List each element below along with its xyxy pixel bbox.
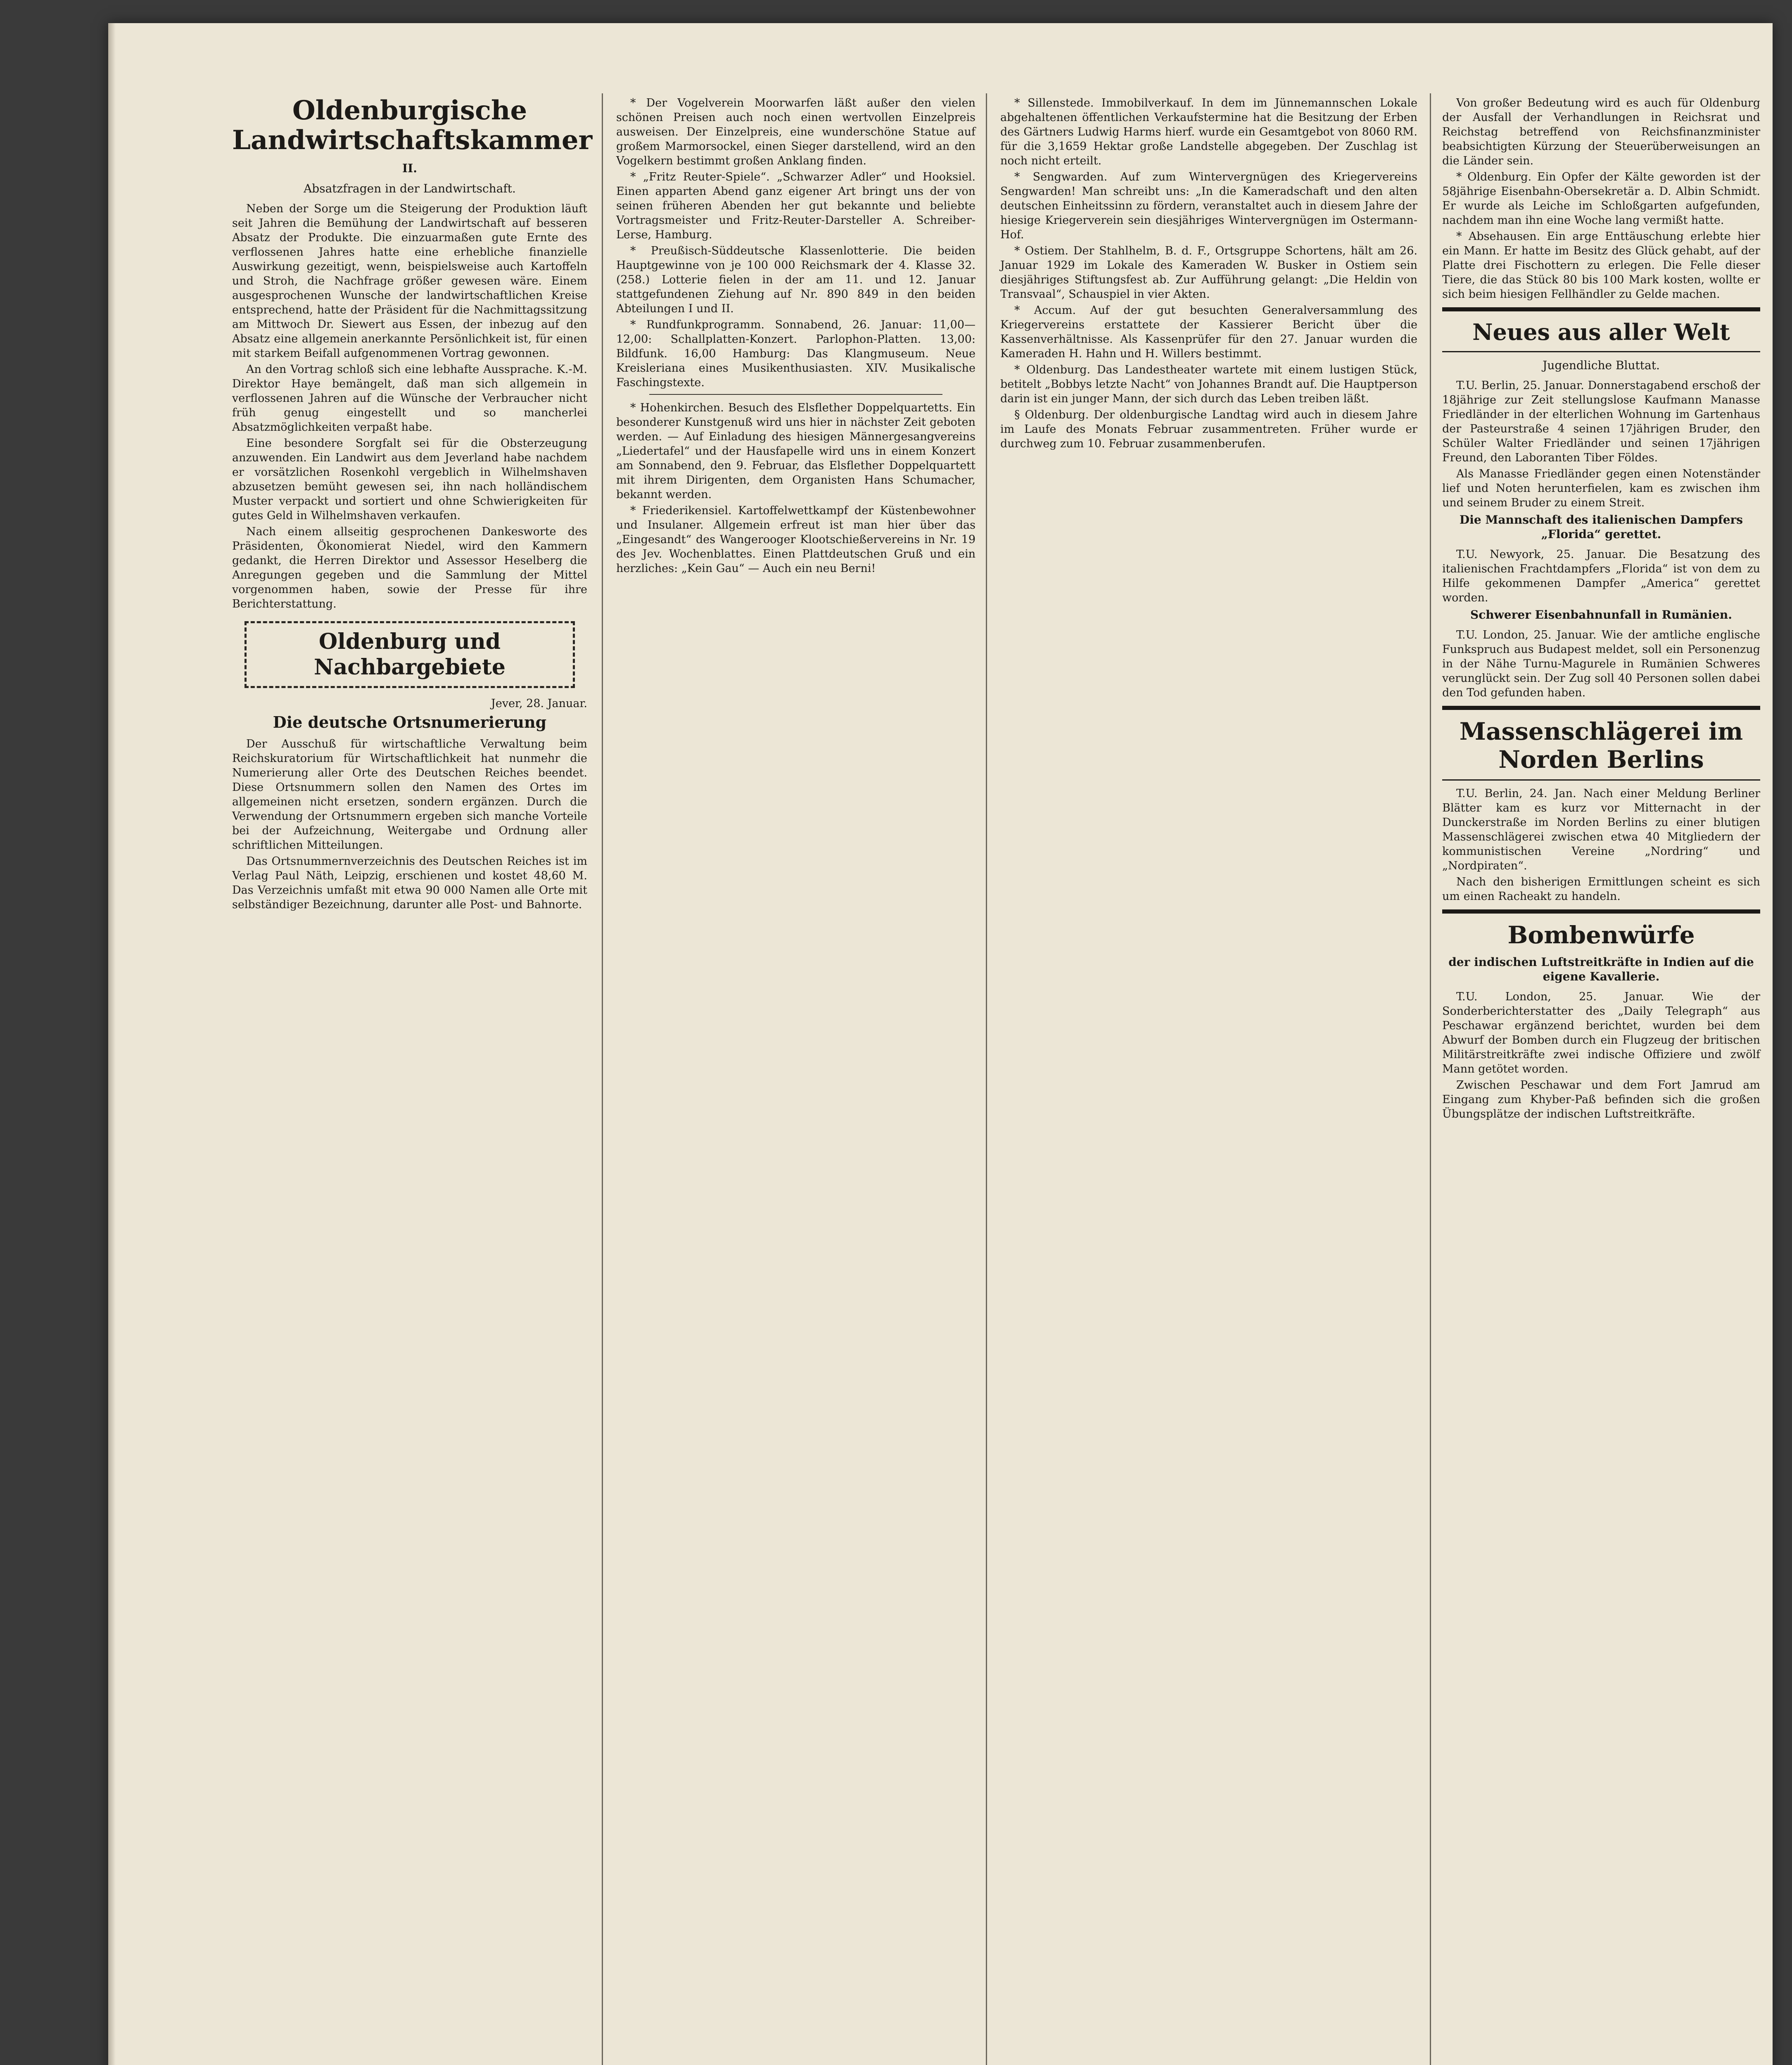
paragraph: * Rundfunkprogramm. Sonnabend, 26. Januar: 11,00—12,00: Schallplatten-Konzert. Parlophon-Platten. 13,00: Bildfunk. 16,00 Hamburg: Das Klangmuseum. Neue Kreisleriana eines Musikenthusiasten. XIV. Musikalische Faschingstexte. — [616, 318, 976, 389]
column-4 — [1442, 96, 1760, 1123]
paragraph: T.U. London, 25. Januar. Wie der amtliche englische Funkspruch aus Budapest meldet, soll ein Personenzug in der Nähe Turnu-Magurele in Rumänien Schweres verunglückt sein. Der Zug soll 40 Personen sollen dabei den Tod gefunden haben. — [1442, 629, 1760, 699]
paragraph: T.U. Berlin, 25. Januar. Donnerstagabend erschoß der 18jährige zur Zeit stellungslose Kaufmann Manasse Friedländer in der elterlichen Wohnung im Gartenhaus der Pasteurstraße 4 seinen 17jährigen Bruder, den Schüler Walter Friedländer und seinen 17jährigen Freund, den Laboranten Tiber Földes. — [1442, 379, 1760, 464]
section-title: Neues aus aller Welt — [1472, 319, 1730, 345]
newspaper-page — [108, 23, 1773, 2065]
paragraph: * „Fritz Reuter-Spiele“. „Schwarzer Adler“ und Hooksiel. Einen apparten Abend ganz eigener Art bringt uns der von seinen früheren Abenden her gut bekannte und beliebte Vortragsmeister und Fritz-Reuter-Darsteller A. Schreiber-Lerse, Hamburg. — [616, 171, 976, 241]
paragraph: An den Vortrag schloß sich eine lebhafte Aussprache. K.-M. Direktor Haye bemängelt, daß man sich allgemein in verflossenen Jahren auf die Wünsche der Verbraucher nicht früh genug eingestellt und so mancherlei Absatzmöglichkeiten verpaßt habe. — [232, 363, 587, 434]
column-rule — [602, 93, 603, 2065]
paragraph: * Accum. Auf der gut besuchten Generalversammlung des Kriegervereins erstattete der Kassierer Bericht über die Kassenverhältnisse. Als Kassenprüfer für den 27. Januar wurden die Kameraden H. Hahn und H. Willers bestimmt. — [1000, 304, 1417, 360]
paragraph: * Preußisch-Süddeutsche Klassenlotterie. Die beiden Hauptgewinne von je 100 000 Reichsmark der 4. Klasse 32. (258.) Lotterie fielen in der am 11. und 12. Januar stattgefundenen Ziehung auf Nr. 890 849 in den beiden Abteilungen I und II. — [616, 244, 976, 315]
paragraph: Das Ortsnummernverzeichnis des Deutschen Reiches ist im Verlag Paul Näth, Leipzig, erschienen und kostet 48,60 M. Das Verzeichnis umfaßt mit etwa 90 000 Namen alle Orte mit selbständiger Bezeichnung, darunter alle Post- und Bahnorte. — [232, 855, 587, 911]
paragraph: Neben der Sorge um die Steigerung der Produktion läuft seit Jahren die Bemühung der Landwirtschaft auf besseren Absatz der Produkte. Die einzuarmaßen gute Ernte des verflossenen Jahres hatte eine erhebliche finanzielle Auswirkung gezeitigt, wenn, beispielsweise auch Kartoffeln und Stroh, die Nachfrage größer gewesen wäre. Einem ausgesprochenen Wunsche der landwirtschaftlichen Kreise entsprechend, hatte der Präsident für die Nachmittagssitzung am Mittwoch Dr. Siewert aus Essen, der inbezug auf den Absatz eine allgemein anerkannte Persönlichkeit ist, für einen mit starkem Beifall aufgenommenen Vortrag gewonnen. — [232, 202, 587, 360]
paragraph: Als Manasse Friedländer gegen einen Notenständer lief und Noten herunterfielen, kam es zwischen ihm und seinem Bruder zu einem Streit. — [1442, 468, 1760, 509]
paragraph: Eine besondere Sorgfalt sei für die Obsterzeugung anzuwenden. Ein Landwirt aus dem Jeverland habe nachdem er vorsätzlichen Rosenkohl vergeblich in Wilhelmshaven abzusetzen bemüht gewesen sei, ihn nach holländischem Muster verpackt und sortiert und ohne Schwierigkeiten für gutes Geld in Wilhelmshaven verkaufen. — [232, 437, 587, 522]
section-rule — [1442, 779, 1760, 781]
page-binding-edge — [108, 23, 116, 2065]
column-1 — [232, 95, 593, 914]
article-title: Oldenburgische Landwirtschaftskammer — [232, 95, 593, 156]
paragraph: * Absehausen. Ein arge Enttäuschung erlebte hier ein Mann. Er hatte im Besitz des Glück gehabt, auf der Platte drei Fischottern zu erlegen. Die Felle dieser Tiere, die das Stück 80 bis 100 Mark kosten, wollte er sich beim hiesigen Fellhändler zu Gelde machen. — [1442, 230, 1760, 301]
paragraph: * Sillenstede. Immobilverkauf. In dem im Jünnemannschen Lokale abgehaltenen öffentlichen Verkaufstermine hat die Besitzung der Erben des Gärtners Ludwig Harms hierf. wurde ein Gesamtgebot von 8060 RM. für die 3,1659 Hektar große Landstelle abgegeben. Der Zuschlag ist noch nicht erteilt. — [1000, 97, 1417, 167]
paragraph: * Hohenkirchen. Besuch des Elsflether Doppelquartetts. Ein besonderer Kunstgenuß wird uns hier in nächster Zeit geboten werden. — Auf Einladung des hiesigen Männergesangvereins „Liedertafel“ und der Hausfapelle wird uns in einem Konzert am Sonnabend, den 9. Februar, das Elsflether Doppelquartett mit ihrem Dirigenten, dem Organisten Hans Schumacher, bekannt werden. — [616, 401, 976, 501]
paragraph: Der Ausschuß für wirtschaftliche Verwaltung beim Reichskuratorium für Wirtschaftlichkeit hat nunmehr die Numerierung aller Orte des Deutschen Reiches beendet. Diese Ortsnummern sollen den Namen des Ortes im allgemeinen nicht ersetzen, sondern ergänzen. Durch die Verwendung der Ortsnummern ergeben sich manche Vorteile bei der Aufzeichnung, Weitergabe und Ordnung aller schriftlichen Mitteilungen. — [232, 738, 587, 852]
dateline: Jever, 28. Januar. — [491, 697, 587, 710]
paragraph: * Oldenburg. Ein Opfer der Kälte geworden ist der 58jährige Eisenbahn-Obersekretär a. D. Albin Schmidt. Er wurde als Leiche im Schloßgarten aufgefunden, nachdem man ihn eine Woche lang vermißt hatte. — [1442, 171, 1760, 227]
article-subtitle: Absatzfragen in der Landwirtschaft. — [304, 182, 516, 195]
column-rule — [986, 93, 987, 2065]
divider — [649, 394, 942, 395]
article-title: Die deutsche Ortsnumerierung — [273, 713, 547, 731]
section-subtitle: Jugendliche Bluttat. — [1543, 358, 1660, 372]
paragraph: T.U. Newyork, 25. Januar. Die Besatzung des italienischen Frachtdampfers „Florida“ ist von dem zu Hilfe gekommenen Dampfer „America“ gerettet worden. — [1442, 548, 1760, 604]
section-box-heading: Oldenburg und Nachbargebiete — [244, 621, 575, 688]
paragraph: Zwischen Peschawar und dem Fort Jamrud am Eingang zum Khyber-Paß befinden sich die großen Übungsplätze der indischen Luftstreitkräfte. — [1442, 1079, 1760, 1120]
paragraph: * Sengwarden. Auf zum Wintervergnügen des Kriegervereins Sengwarden! Man schreibt uns: „In die Kameradschaft und den alten deutschen Einheitssinn zu fördern, veranstaltet auch in diesem Jahre der hiesige Kriegerverein sein diesjähriges Wintervergnügen im Ostermann-Hof. — [1000, 171, 1417, 241]
paragraph: Von großer Bedeutung wird es auch für Oldenburg der Ausfall der Verhandlungen in Reichsrat und Reichstag betreffend von Reichsfinanzminister beabsichtigten Kürzung der Steuerüberweisungen an die Länder sein. — [1442, 97, 1760, 167]
section-subtitle: Schwerer Eisenbahnunfall in Rumänien. — [1470, 608, 1732, 622]
section-subtitle: Die Mannschaft des italienischen Dampfers „Florida“ gerettet. — [1459, 513, 1743, 541]
paragraph: Nach den bisherigen Ermittlungen scheint es sich um einen Racheakt zu handeln. — [1442, 876, 1760, 903]
column-rule — [1430, 93, 1431, 2065]
section-rule — [1442, 307, 1760, 311]
paragraph: * Der Vogelverein Moorwarfen läßt außer den vielen schönen Preisen auch noch einen wertvollen Einzelpreis ausweisen. Der Einzelpreis, eine wunderschöne Statue auf großem Marmorsockel, einen Sieger darstellend, wird an den Vogelkern bestimmt großen Anklang finden. — [616, 97, 976, 167]
section-title: Bombenwürfe — [1507, 921, 1695, 949]
paragraph: Nach einem allseitig gesprochenen Dankesworte des Präsidenten, Ökonomierat Niedel, wird den Kammern gedankt, die Herren Direktor und Assessor Heselberg die Anregungen gegeben und die Sammlung der Mittel vorgenommen haben, sowie der Presse für ihre Berichterstattung. — [232, 525, 587, 610]
section-rule — [1442, 909, 1760, 914]
article-part: II. — [402, 161, 417, 175]
section-rule — [1442, 351, 1760, 352]
paragraph: * Friederikensiel. Kartoffelwettkampf der Küstenbewohner und Insulaner. Allgemein erfreut ist man hier über das „Eingesandt“ des Wangerooger Klootschießervereins in Nr. 19 des Jev. Wochenblattes. Einen Plattdeutschen Gruß und ein herzliches: „Kein Gau“ — Auch ein neu Berni! — [616, 504, 976, 575]
paragraph: § Oldenburg. Der oldenburgische Landtag wird auch in diesem Jahre im Laufe des Monats Februar zusammentreten. Früher wurde er durchweg zum 10. Februar zusammenberufen. — [1000, 408, 1417, 450]
paragraph: T.U. London, 25. Januar. Wie der Sonderberichterstatter des „Daily Telegraph“ aus Peschawar ergänzend berichtet, wurden bei dem Abwurf der Bomben durch ein Flugzeug der britischen Militärstreitkräfte zwei indische Offiziere und zwölf Mann getötet worden. — [1442, 990, 1760, 1075]
section-subtitle: der indischen Luftstreitkräfte in Indien auf die eigene Kavallerie. — [1448, 955, 1754, 983]
column-3 — [1000, 96, 1417, 453]
paragraph: * Ostiem. Der Stahlhelm, B. d. F., Ortsgruppe Schortens, hält am 26. Januar 1929 im Lokale des Kameraden W. Busker in Ostiem sein diesjähriges Stiftungsfest ab. Zur Aufführung gelangt: „Die Heldin von Transvaal“, Schauspiel in vier Akten. — [1000, 244, 1417, 301]
section-rule — [1442, 706, 1760, 710]
column-2 — [616, 96, 976, 577]
paragraph: * Oldenburg. Das Landestheater wartete mit einem lustigen Stück, betitelt „Bobbys letzte Nacht“ von Johannes Brandt auf. Die Hauptperson darin ist ein junger Mann, der sich durch das Leben treiben läßt. — [1000, 363, 1417, 405]
paragraph: T.U. Berlin, 24. Jan. Nach einer Meldung Berliner Blätter kam es kurz vor Mitternacht in der Dunckerstraße im Norden Berlins zu einer blutigen Massenschlägerei zwischen etwa 40 Mitgliedern der kommunistischen Vereine „Nordring“ und „Nordpiraten“. — [1442, 787, 1760, 872]
section-title: Massenschlägerei im Norden Berlins — [1459, 717, 1743, 774]
